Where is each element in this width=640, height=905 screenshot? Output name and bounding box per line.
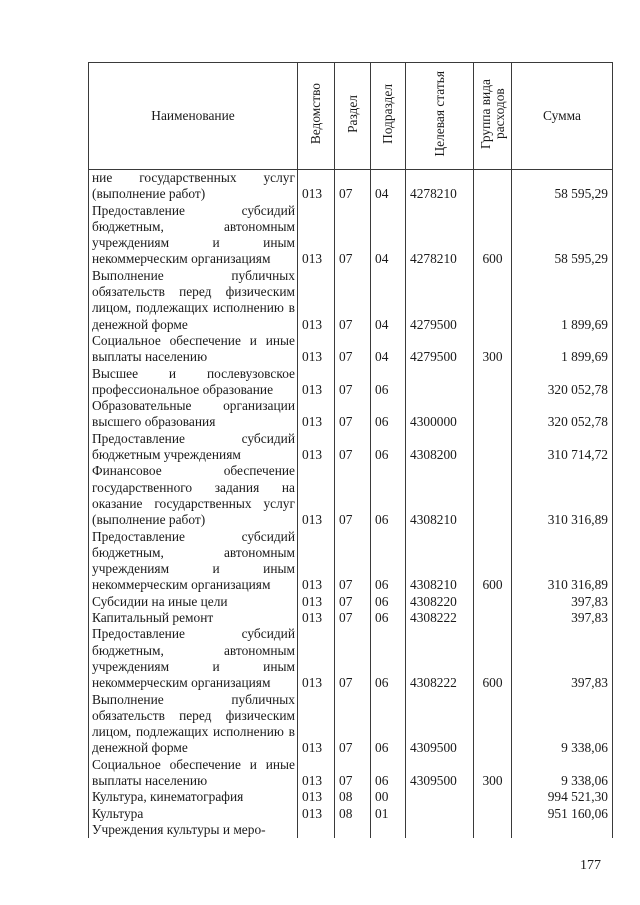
row-vedomstvo: 013 — [298, 268, 335, 333]
row-gruppa — [474, 692, 512, 757]
row-name: ние государственных услуг (выполнение работ) — [89, 170, 298, 203]
row-celevaya — [406, 806, 474, 822]
row-gruppa — [474, 431, 512, 464]
row-gruppa: 600 — [474, 203, 512, 268]
row-podrazdel: 06 — [371, 529, 406, 594]
row-vedomstvo — [298, 822, 335, 838]
table-row — [89, 626, 613, 691]
header-vedomstvo: Ведомство — [298, 63, 335, 170]
table-header — [89, 63, 613, 170]
row-podrazdel: 06 — [371, 431, 406, 464]
row-podrazdel: 06 — [371, 398, 406, 431]
row-celevaya — [406, 822, 474, 838]
row-summa: 9 338,06 — [512, 692, 613, 757]
row-razdel: 08 — [335, 789, 371, 805]
table-row — [89, 610, 613, 626]
row-gruppa — [474, 463, 512, 528]
header-razdel: Раздел — [335, 63, 371, 170]
row-podrazdel: 06 — [371, 610, 406, 626]
table-row — [89, 333, 613, 366]
row-name: Культура, кинематография — [89, 789, 298, 805]
row-gruppa — [474, 806, 512, 822]
row-summa: 310 316,89 — [512, 463, 613, 528]
row-vedomstvo: 013 — [298, 203, 335, 268]
page-number: 177 — [580, 858, 601, 873]
row-name: Предоставление субсидий бюджетным, автономным учреждениям и иным некоммерческим организациям — [89, 203, 298, 268]
row-razdel: 07 — [335, 626, 371, 691]
row-celevaya: 4278210 — [406, 170, 474, 203]
row-gruppa: 300 — [474, 333, 512, 366]
row-summa: 397,83 — [512, 626, 613, 691]
row-podrazdel: 04 — [371, 203, 406, 268]
row-razdel: 07 — [335, 463, 371, 528]
row-podrazdel: 06 — [371, 463, 406, 528]
budget-table — [88, 62, 613, 838]
row-name: Выполнение публичных обязательств перед физическим лицом, подлежащих исполнению в денежной форме — [89, 692, 298, 757]
row-gruppa — [474, 268, 512, 333]
row-summa: 1 899,69 — [512, 333, 613, 366]
row-vedomstvo: 013 — [298, 626, 335, 691]
table-row — [89, 268, 613, 333]
row-celevaya: 4300000 — [406, 398, 474, 431]
row-name: Социальное обеспечение и иные выплаты населению — [89, 333, 298, 366]
header-celevaya: Целевая статья — [406, 63, 474, 170]
row-summa: 397,83 — [512, 610, 613, 626]
table-row — [89, 366, 613, 399]
row-podrazdel: 00 — [371, 789, 406, 805]
row-gruppa — [474, 170, 512, 203]
row-gruppa — [474, 366, 512, 399]
table-body — [89, 170, 613, 839]
row-summa: 310 714,72 — [512, 431, 613, 464]
row-summa: 951 160,06 — [512, 806, 613, 822]
table-row — [89, 170, 613, 203]
row-summa: 320 052,78 — [512, 398, 613, 431]
row-razdel: 08 — [335, 806, 371, 822]
row-celevaya: 4279500 — [406, 268, 474, 333]
row-razdel: 07 — [335, 529, 371, 594]
row-celevaya: 4279500 — [406, 333, 474, 366]
row-razdel: 07 — [335, 203, 371, 268]
row-podrazdel: 04 — [371, 333, 406, 366]
row-razdel: 07 — [335, 333, 371, 366]
row-vedomstvo: 013 — [298, 529, 335, 594]
row-name: Предоставление субсидий бюджетным, автономным учреждениям и иным некоммерческим организациям — [89, 626, 298, 691]
table-row — [89, 806, 613, 822]
row-podrazdel: 04 — [371, 170, 406, 203]
row-razdel: 07 — [335, 692, 371, 757]
row-vedomstvo: 013 — [298, 789, 335, 805]
row-name: Учреждения культуры и меро- — [89, 822, 298, 838]
row-razdel: 07 — [335, 398, 371, 431]
row-name: Капитальный ремонт — [89, 610, 298, 626]
row-vedomstvo: 013 — [298, 757, 335, 790]
row-celevaya: 4309500 — [406, 757, 474, 790]
table-row — [89, 529, 613, 594]
row-summa: 320 052,78 — [512, 366, 613, 399]
row-name: Социальное обеспечение и иные выплаты населению — [89, 757, 298, 790]
row-vedomstvo: 013 — [298, 170, 335, 203]
row-vedomstvo: 013 — [298, 463, 335, 528]
table-row — [89, 822, 613, 838]
row-razdel: 07 — [335, 594, 371, 610]
row-summa: 9 338,06 — [512, 757, 613, 790]
row-gruppa — [474, 398, 512, 431]
row-celevaya: 4309500 — [406, 692, 474, 757]
row-vedomstvo: 013 — [298, 692, 335, 757]
row-summa: 1 899,69 — [512, 268, 613, 333]
row-summa: 58 595,29 — [512, 170, 613, 203]
row-vedomstvo: 013 — [298, 806, 335, 822]
row-celevaya — [406, 789, 474, 805]
row-razdel: 07 — [335, 366, 371, 399]
row-gruppa — [474, 594, 512, 610]
row-vedomstvo: 013 — [298, 610, 335, 626]
table-row — [89, 594, 613, 610]
row-gruppa: 600 — [474, 529, 512, 594]
header-summa: Сумма — [512, 63, 613, 170]
row-podrazdel: 04 — [371, 268, 406, 333]
row-razdel: 07 — [335, 268, 371, 333]
header-name: Наименование — [89, 63, 298, 170]
table-row — [89, 463, 613, 528]
row-gruppa — [474, 789, 512, 805]
row-vedomstvo: 013 — [298, 594, 335, 610]
row-razdel: 07 — [335, 170, 371, 203]
row-gruppa: 300 — [474, 757, 512, 790]
row-razdel: 07 — [335, 431, 371, 464]
row-gruppa — [474, 610, 512, 626]
header-gruppa: Группа вида расходов — [474, 63, 512, 170]
table-row — [89, 692, 613, 757]
row-celevaya: 4308222 — [406, 610, 474, 626]
row-name: Предоставление субсидий бюджетным, автономным учреждениям и иным некоммерческим организациям — [89, 529, 298, 594]
row-vedomstvo: 013 — [298, 398, 335, 431]
row-celevaya: 4308200 — [406, 431, 474, 464]
row-vedomstvo: 013 — [298, 333, 335, 366]
row-podrazdel: 06 — [371, 692, 406, 757]
row-razdel — [335, 822, 371, 838]
row-summa: 397,83 — [512, 594, 613, 610]
table-row — [89, 757, 613, 790]
row-podrazdel: 06 — [371, 757, 406, 790]
row-summa: 58 595,29 — [512, 203, 613, 268]
row-podrazdel: 06 — [371, 626, 406, 691]
row-podrazdel — [371, 822, 406, 838]
row-celevaya: 4308220 — [406, 594, 474, 610]
row-celevaya: 4308210 — [406, 529, 474, 594]
row-summa — [512, 822, 613, 838]
table-row — [89, 203, 613, 268]
row-summa: 994 521,30 — [512, 789, 613, 805]
row-name: Культура — [89, 806, 298, 822]
row-podrazdel: 06 — [371, 594, 406, 610]
row-celevaya: 4308222 — [406, 626, 474, 691]
row-podrazdel: 01 — [371, 806, 406, 822]
table-row — [89, 398, 613, 431]
header-podrazdel: Подраздел — [371, 63, 406, 170]
row-gruppa — [474, 822, 512, 838]
row-celevaya: 4278210 — [406, 203, 474, 268]
row-vedomstvo: 013 — [298, 366, 335, 399]
row-podrazdel: 06 — [371, 366, 406, 399]
row-name: Выполнение публичных обязательств перед физическим лицом, подлежащих исполнению в денежной форме — [89, 268, 298, 333]
row-summa: 310 316,89 — [512, 529, 613, 594]
row-name: Предоставление субсидий бюджетным учреждениям — [89, 431, 298, 464]
row-razdel: 07 — [335, 757, 371, 790]
row-vedomstvo: 013 — [298, 431, 335, 464]
row-celevaya — [406, 366, 474, 399]
row-name: Финансовое обеспечение государственного задания на оказание государственных услуг (выполнение работ) — [89, 463, 298, 528]
table-row — [89, 431, 613, 464]
row-celevaya: 4308210 — [406, 463, 474, 528]
table-row — [89, 789, 613, 805]
row-name: Субсидии на иные цели — [89, 594, 298, 610]
row-razdel: 07 — [335, 610, 371, 626]
row-name: Высшее и послевузовское профессиональное образование — [89, 366, 298, 399]
row-name: Образовательные организации высшего образования — [89, 398, 298, 431]
row-gruppa: 600 — [474, 626, 512, 691]
